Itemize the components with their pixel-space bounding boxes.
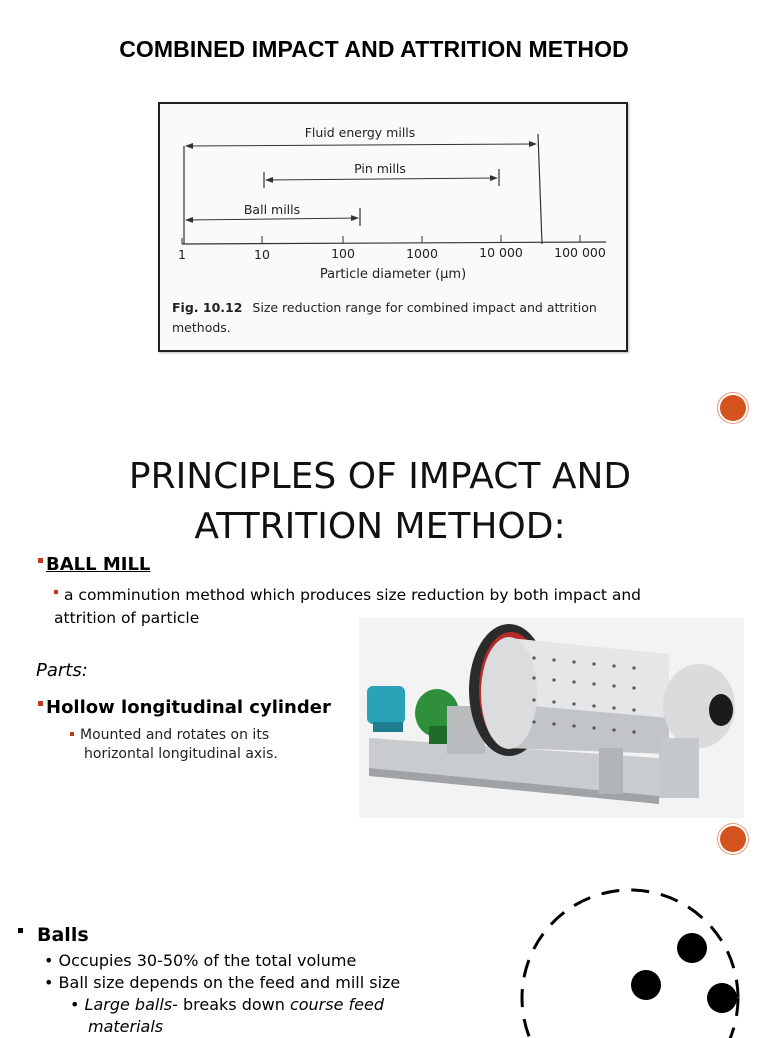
list-item-continuation: materials (88, 1017, 164, 1036)
balls-heading: Balls (18, 924, 89, 946)
part-hollow-cylinder-heading: Hollow longitudinal cylinder (38, 697, 331, 718)
figure-number: Fig. 10.12 (172, 300, 243, 315)
bullet-square-icon (18, 928, 23, 933)
pin-range-arrow (266, 178, 497, 180)
bullet-square-icon (54, 590, 58, 594)
tick-label-10: 10 (254, 247, 270, 262)
x-axis-label: Particle diameter (μm) (319, 267, 467, 282)
ball-circle-illustration (510, 890, 760, 1030)
slide-marker-icon (720, 395, 746, 421)
figure-caption-text: Size reduction range for combined impact and attrition methods. (172, 300, 597, 335)
bullet-square-icon (38, 558, 43, 563)
list-item: • Occupies 30-50% of the total volume (44, 951, 357, 970)
figure-size-reduction-range (158, 102, 628, 352)
ball-mill-heading: BALL MILL (38, 554, 150, 575)
tick-label-1: 1 (178, 247, 186, 262)
slide-marker-icon (720, 826, 746, 852)
slide1-title: COMBINED IMPACT AND ATTRITION METHOD (119, 36, 629, 62)
slide2-title-line1: PRINCIPLES OF IMPACT AND (128, 456, 632, 497)
tick-label-100: 100 (331, 246, 355, 261)
fluid-range-arrow (186, 144, 536, 146)
fluid-range-label: Fluid energy mills (304, 125, 416, 140)
ball-range-arrow (186, 218, 358, 220)
bullet-square-icon (70, 732, 74, 736)
part-hollow-cylinder-detail: Mounted and rotates on its horizontal longitudinal axis. (70, 726, 350, 764)
bullet-square-icon (38, 701, 43, 706)
ball-mill-illustration (359, 618, 744, 818)
pin-range-label: Pin mills (354, 161, 406, 176)
ball-range-label: Ball mills (243, 202, 301, 217)
tick-label-10000: 10 000 (479, 245, 523, 260)
list-item: • Ball size depends on the feed and mill size (44, 973, 401, 992)
tick-label-1000: 1000 (406, 246, 438, 261)
slide2-title (60, 452, 700, 552)
figure-caption (172, 298, 612, 338)
fluid-range-right-bar (538, 134, 542, 244)
ball-mill-description: a comminution method which produces size reduction by both impact and attrition of particle (54, 586, 642, 627)
balls-list (44, 950, 400, 1038)
tick-label-100000: 100 000 (554, 245, 606, 260)
mill-cross-section-diagram (510, 890, 760, 1030)
parts-label: Parts: (36, 660, 88, 681)
slide2-title-line2: ATTRITION METHOD: (194, 506, 566, 547)
ball-mill-image (359, 618, 744, 818)
list-item: • Large balls- breaks down course feed (70, 995, 384, 1014)
